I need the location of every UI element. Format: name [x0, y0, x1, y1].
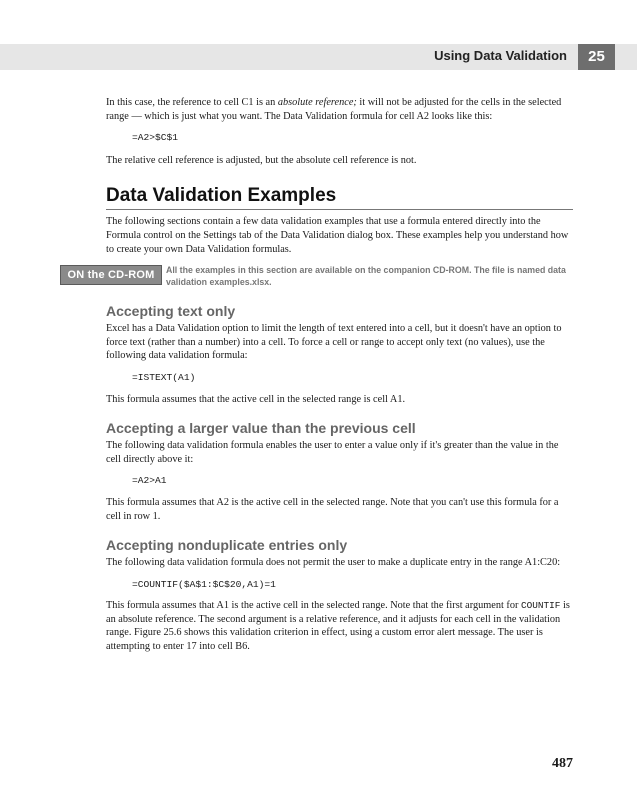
- formula-greater: =A2>A1: [132, 475, 167, 487]
- nonduplicate-body: The following data validation formula does not permit the user to make a duplicate entry in the range A1:C20:: [106, 557, 561, 569]
- nonduplicate-after: [106, 599, 573, 653]
- cd-rom-note: [67, 265, 573, 291]
- nonduplicate-after-b: is an absolute reference. The second argument is a relative reference, and it adjusts for each cell in the validation range. Figure 25.6 shows this validation criterion in effect, using a custom error alert message. The user is attempting to enter 17 into cell B6.: [106, 600, 570, 653]
- countif-code: COUNTIF: [521, 600, 561, 612]
- intro-text-a: In this case, the reference to cell C1 is an: [106, 97, 278, 108]
- larger-value-after: This formula assumes that A2 is the active cell in the selected range. Note that you can't use this formula for a cell in row 1.: [106, 496, 559, 522]
- text-only-after: This formula assumes that the active cell in the selected range is cell A1.: [106, 393, 406, 405]
- cd-rom-note-text: All the examples in this section are available on the companion CD-ROM. The file is named data validation examples.xlsx.: [166, 265, 566, 287]
- nonduplicate-after-a: This formula assumes that A1 is the active cell in the selected range. Note that the first argument for: [106, 600, 521, 612]
- formula-istext: =ISTEXT(A1): [132, 371, 196, 383]
- running-header-title: Using Data Validation: [434, 48, 567, 63]
- intro-paragraph: [106, 96, 573, 123]
- page-number: 487: [552, 756, 573, 771]
- section-heading-examples: Data Validation Examples: [106, 185, 573, 210]
- heading-larger-value: Accepting a larger value than the previous cell: [106, 420, 416, 437]
- text-only-body: Excel has a Data Validation option to limit the length of text entered into a cell, but it doesn't have an option to force text (rather than a number) into a cell. To force a cell or range to accept only text (no values), use the following data validation formula:: [106, 323, 562, 362]
- examples-intro: The following sections contain a few data validation examples that use a formula entered directly into the Formula control on the Settings tab of the Data Validation dialog box. These examples help you understand how to create your own Data Validation formulas.: [106, 216, 569, 255]
- heading-nonduplicate: Accepting nonduplicate entries only: [106, 537, 348, 554]
- heading-text-only: Accepting text only: [106, 303, 236, 320]
- intro-paragraph-2: The relative cell reference is adjusted, but the absolute cell reference is not.: [106, 154, 417, 166]
- formula-countif: =COUNTIF($A$1:$C$20,A1)=1: [132, 578, 276, 590]
- larger-value-body: The following data validation formula enables the user to enter a value only if it's greater than the value in the cell directly above it:: [106, 440, 559, 465]
- formula-absolute-ref: =A2>$C$1: [132, 132, 179, 144]
- page-body: [67, 96, 573, 654]
- intro-text-b: it will not be adjusted for the cells in the selected range — which is just what you want. The Data Validation formula for cell A2 looks like this:: [106, 97, 562, 122]
- chapter-number-badge: 25: [578, 44, 615, 70]
- intro-emphasis: absolute reference;: [277, 97, 357, 108]
- cd-rom-badge: ON the CD-ROM: [60, 265, 162, 285]
